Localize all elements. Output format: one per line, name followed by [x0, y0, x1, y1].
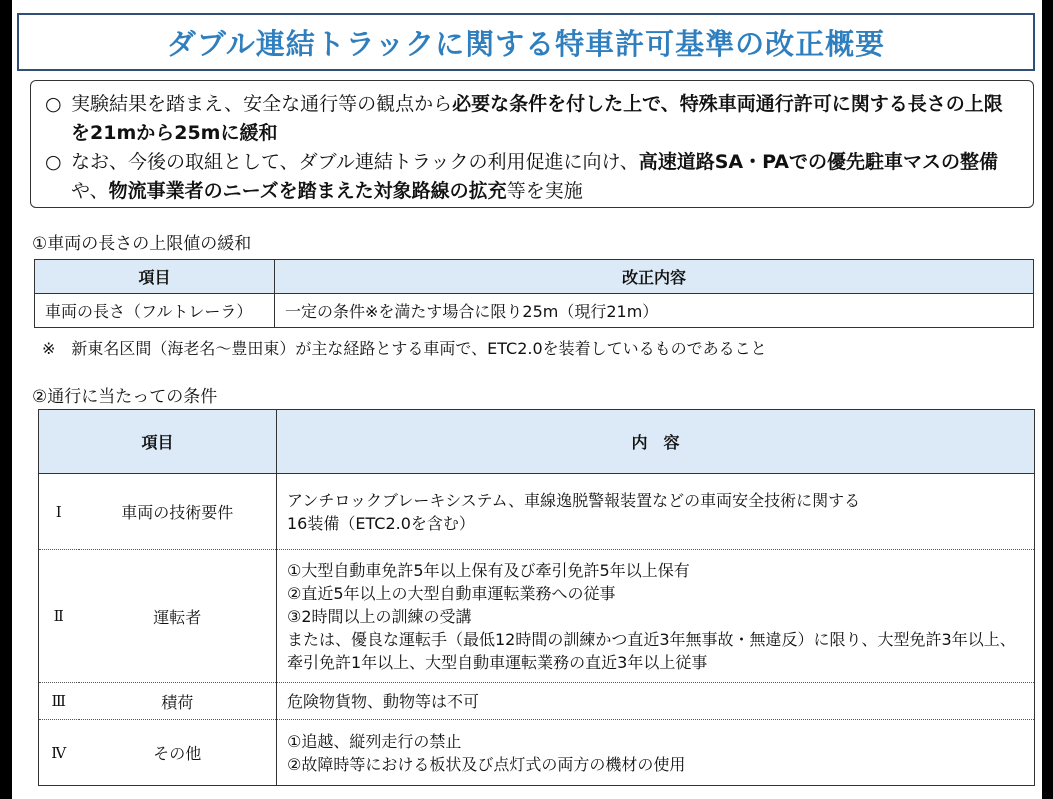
content-line: 危険物貨物、動物等は不可	[287, 691, 480, 711]
table-header: 項目	[39, 410, 277, 474]
summary-text-bold: 高速道路SA・PAでの優先駐車マスの整備	[638, 151, 999, 173]
circle-bullet-icon: ○	[45, 151, 62, 173]
row-item: 運転者	[79, 550, 277, 683]
content-line: または、優良な運転手（最低12時間の訓練かつ直近3年無事故・無違反）に限り、大型免許3年以上、牽引免許1年以上、大型自動車運転業務の直近3年以上従事	[287, 629, 1016, 672]
section1-label: ①車両の長さの上限値の緩和	[32, 234, 252, 254]
summary-item	[45, 148, 1019, 206]
row-number: Ⅳ	[39, 720, 79, 786]
document-page	[12, 0, 1042, 799]
content-line: 16装備（ETC2.0を含む）	[287, 513, 475, 533]
table-cell: 車両の長さ（フルトレーラ）	[35, 294, 275, 328]
title-banner	[17, 13, 1035, 71]
content-line: ②故障時等における板状及び点灯式の両方の機材の使用	[287, 754, 686, 774]
summary-text: 等を実施	[506, 180, 583, 202]
summary-box	[30, 80, 1034, 208]
table-header: 改正内容	[275, 260, 1034, 294]
content-line: アンチロックブレーキシステム、車線逸脱警報装置などの車両安全技術に関する	[287, 490, 861, 510]
length-table	[34, 259, 1034, 328]
table-row	[39, 720, 1035, 786]
content-line: ②直近5年以上の大型自動車運転業務への従事	[287, 583, 616, 603]
footnote: ※ 新東名区間（海老名～豊田東）が主な経路とする車両で、ETC2.0を装着しているものであること	[42, 339, 767, 358]
conditions-table	[38, 409, 1035, 786]
row-number: Ⅰ	[39, 474, 79, 550]
row-number: Ⅲ	[39, 683, 79, 720]
circle-bullet-icon: ○	[45, 93, 62, 115]
section2-label: ②通行に当たっての条件	[32, 387, 218, 407]
content-line: ①大型自動車免許5年以上保有及び牽引免許5年以上保有	[287, 560, 690, 580]
content-line: ③2時間以上の訓練の受講	[287, 606, 472, 626]
row-number: Ⅱ	[39, 550, 79, 683]
summary-item	[45, 90, 1019, 148]
table-row	[39, 550, 1035, 683]
summary-text: 実験結果を踏まえ、安全な通行等の観点から	[71, 93, 453, 115]
summary-text-bold: 必要な条件を付した上で、特殊車両通行許可に関する長さの上限を21mから25mに緩和	[71, 93, 1003, 144]
table-header: 項目	[35, 260, 275, 294]
row-item: 車両の技術要件	[79, 474, 277, 550]
page-title: ダブル連結トラックに関する特車許可基準の改正概要	[166, 26, 886, 61]
table-row	[35, 294, 1034, 328]
summary-text: なお、今後の取組として、ダブル連結トラックの利用促進に向け、	[71, 151, 639, 173]
table-header: 内 容	[277, 410, 1035, 474]
table-cell: 一定の条件※を満たす場合に限り25m（現行21m）	[275, 294, 1034, 328]
table-row	[39, 474, 1035, 550]
table-row	[39, 683, 1035, 720]
summary-text: や、	[71, 180, 109, 202]
row-item: その他	[79, 720, 277, 786]
content-line: ①追越、縦列走行の禁止	[287, 731, 462, 751]
summary-text-bold: 物流事業者のニーズを踏まえた対象路線の拡充	[108, 180, 507, 202]
row-item: 積荷	[79, 683, 277, 720]
